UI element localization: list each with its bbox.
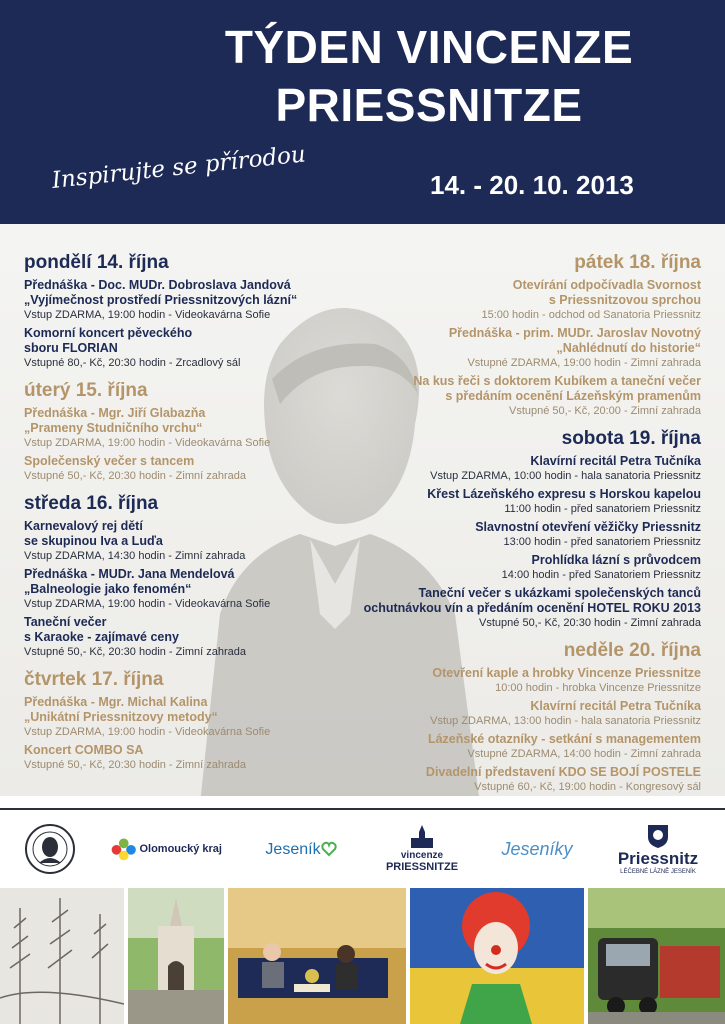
flower-icon	[110, 834, 137, 864]
event-details: Vstupné 50,- Kč, 20:30 hodin - Zimní zahrada	[24, 470, 246, 482]
event-title: Přednáška - MUDr. Jana Mendelová	[24, 567, 235, 581]
day-heading-saturday: sobota 19. října	[561, 428, 701, 449]
event-details: 15:00 hodin - odchod od Sanatoria Priessnitz	[481, 309, 701, 321]
logo-text: Jeseník	[265, 840, 321, 858]
event-subtitle: „Prameny Studničního vrchu“	[24, 421, 203, 435]
partner-logos	[0, 808, 725, 886]
event-item	[271, 586, 701, 630]
photo-strip	[0, 888, 725, 1024]
day-heading-thursday: čtvrtek 17. října	[24, 669, 164, 690]
event-details: Vstup ZDARMA, 10:00 hodin - hala sanatoria Priessnitz	[430, 470, 701, 482]
olomoucky-kraj-logo	[110, 818, 222, 880]
event-title: Přednáška - Doc. MUDr. Dobroslava Jandová	[24, 278, 291, 292]
spa-train-photo	[588, 888, 725, 1024]
event-details: Vstupné 80,- Kč, 20:30 hodin - Zrcadlový sál	[24, 357, 241, 369]
event-title: Klavírní recitál Petra Tučníka	[530, 699, 701, 713]
chapel-icon	[407, 824, 437, 850]
event-subtitle: „Vyjímečnost prostředí Priessnitzových lázní“	[24, 293, 298, 307]
header-banner	[0, 0, 725, 224]
event-dates: 14. - 20. 10. 2013	[430, 170, 634, 200]
jesenik-logo	[255, 818, 347, 880]
event-details: 13:00 hodin - před sanatoriem Priessnitz	[503, 536, 701, 548]
event-title: Na kus řeči s doktorem Kubíkem a taneční večer	[413, 374, 701, 388]
event-item	[271, 765, 701, 794]
event-details: Vstupné 50,- Kč, 20:00 - Zimní zahrada	[509, 405, 701, 417]
jeseniky-logo	[494, 818, 580, 880]
event-title: Křest Lázeňského expresu s Horskou kapelou	[427, 487, 701, 501]
event-item	[271, 666, 701, 695]
event-subtitle: se skupinou Iva a Luďa	[24, 534, 163, 548]
lecture-photo	[228, 888, 406, 1024]
event-details: Vstup ZDARMA, 19:00 hodin - Videokavárna Sofie	[24, 598, 271, 610]
logo-subtext: LÉČEBNÉ LÁZNĚ JESENÍK	[620, 868, 696, 875]
event-item	[271, 326, 701, 370]
event-details: Vstupné ZDARMA, 19:00 hodin - Zimní zahrada	[467, 357, 701, 369]
event-title: Prohlídka lázní s průvodcem	[531, 553, 701, 567]
clown-photo	[410, 888, 584, 1024]
event-details: 10:00 hodin - hrobka Vincenze Priessnitze	[495, 682, 701, 694]
event-subtitle: ochutnávkou vín a předáním ocenění HOTEL ROKU 2013	[363, 601, 701, 615]
event-title: Společenský večer s tancem	[24, 454, 195, 468]
day-heading-friday: pátek 18. října	[574, 252, 701, 273]
page-title-line-2: PRIESSNITZE	[275, 79, 583, 131]
event-title: Přednáška - prim. MUDr. Jaroslav Novotný	[448, 326, 701, 340]
event-details: 14:00 hodin - před Sanatoriem Priessnitz	[501, 569, 701, 581]
event-title: Taneční večer s ukázkami společenských tanců	[418, 586, 701, 600]
event-title: Klavírní recitál Petra Tučníka	[530, 454, 701, 468]
tagline: Inspirujte se přírodou	[50, 141, 307, 194]
forest-drawing-photo	[0, 888, 124, 1024]
event-item	[271, 454, 701, 483]
seal-icon	[24, 823, 76, 875]
event-subtitle: „Unikátní Priessnitzovy metody“	[24, 710, 218, 724]
chapel-photo	[128, 888, 224, 1024]
priessnitz-spa-logo	[606, 818, 710, 880]
event-details: Vstupné 50,- Kč, 20:30 hodin - Zimní zahrada	[24, 646, 246, 658]
event-item	[271, 520, 701, 549]
schedule-right-column	[271, 246, 701, 794]
priessnitz-society-seal-logo	[22, 818, 78, 880]
event-subtitle: s Priessnitzovou sprchou	[548, 293, 701, 307]
event-title: Přednáška - Mgr. Michal Kalina	[24, 695, 208, 709]
shield-icon	[646, 823, 670, 849]
event-title: Karnevalový rej dětí	[24, 519, 143, 533]
event-title: Divadelní představení KDO SE BOJÍ POSTELE	[425, 765, 701, 779]
logo-text: Jeseníky	[501, 838, 573, 859]
event-details: Vstup ZDARMA, 14:30 hodin - Zimní zahrada	[24, 550, 246, 562]
event-subtitle: „Nahlédnutí do historie“	[556, 341, 701, 355]
event-item	[271, 487, 701, 516]
page-title-line-1: TÝDEN VINCENZE	[224, 21, 634, 73]
event-details: 11:00 hodin - před sanatoriem Priessnitz	[504, 503, 701, 515]
event-details: Vstup ZDARMA, 19:00 hodin - Videokavárna Sofie	[24, 437, 271, 449]
program-area	[0, 224, 725, 796]
day-heading-sunday: neděle 20. října	[563, 640, 701, 661]
event-item	[271, 553, 701, 582]
event-subtitle: s Karaoke - zajímavé ceny	[24, 630, 179, 644]
logo-text: Olomoucký kraj	[139, 842, 222, 855]
event-title: Lázeňské otazníky - setkání s managementem	[427, 732, 701, 746]
event-title: Taneční večer	[24, 615, 107, 629]
event-details: Vstupné 50,- Kč, 20:30 hodin - Zimní zahrada	[24, 759, 246, 771]
event-details: Vstupné ZDARMA, 14:00 hodin - Zimní zahrada	[467, 748, 701, 760]
event-item	[271, 278, 701, 322]
tyden-vincenze-priessnitze-logo	[376, 818, 468, 880]
day-heading-wednesday: středa 16. října	[24, 493, 159, 514]
event-item	[271, 374, 701, 418]
event-details: Vstup ZDARMA, 19:00 hodin - Videokavárna Sofie	[24, 309, 271, 321]
event-title: Otevření kaple a hrobky Vincenze Priessnitze	[432, 666, 701, 680]
heart-icon	[321, 841, 337, 857]
event-details: Vstupné 50,- Kč, 20:30 hodin - Zimní zahrada	[479, 617, 701, 629]
event-subtitle: s předáním ocenění Lázeňským pramenům	[445, 389, 701, 403]
event-details: Vstup ZDARMA, 19:00 hodin - Videokavárna Sofie	[24, 726, 271, 738]
event-title: Přednáška - Mgr. Jiří Glabazňa	[24, 406, 206, 420]
event-item	[271, 699, 701, 728]
event-title: Slavnostní otevření věžičky Priessnitz	[475, 520, 701, 534]
logo-text-big: PRIESSNITZE	[385, 861, 459, 873]
logo-text: Priessnitz	[617, 848, 699, 868]
event-details: Vstup ZDARMA, 13:00 hodin - hala sanatoria Priessnitz	[430, 715, 701, 727]
event-item	[271, 732, 701, 761]
event-title: Komorní koncert pěveckého	[24, 326, 193, 340]
event-subtitle: „Balneologie jako fenomén“	[24, 582, 192, 596]
day-heading-tuesday: úterý 15. října	[24, 380, 148, 401]
event-subtitle: sboru FLORIAN	[24, 341, 118, 355]
event-title: Koncert COMBO SA	[24, 743, 144, 757]
logo-text-small: vincenze	[400, 850, 444, 861]
event-details: Vstupné 60,- Kč, 19:00 hodin - Kongresový sál	[474, 781, 701, 793]
event-title: Otevírání odpočívadla Svornost	[512, 278, 701, 292]
day-heading-monday: pondělí 14. října	[24, 252, 169, 273]
